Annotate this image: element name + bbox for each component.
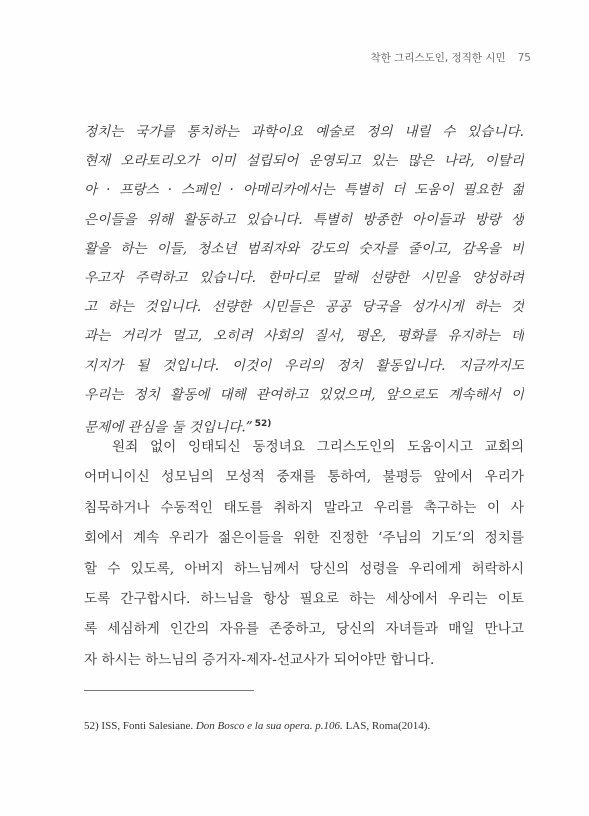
quote-line: 과는 거리가 멀고, 오히려 사회의 질서, 평온, 평화를 유지하는 데: [84, 328, 524, 345]
quote-line: 아 · 프랑스 · 스페인 · 아메리카에서는 특별히 더 도움이 필요한 젊: [84, 182, 524, 199]
body-line: 록 세심하게 인간의 자유를 존중하고, 당신의 자녀들과 매일 만나고: [84, 621, 524, 638]
body-line: 할 수 있도록, 아버지 하느님께서 당신의 성령을 우리에게 허락하시: [84, 560, 524, 577]
quote-line: 우고자 주력하고 있습니다. 한마디로 말해 선량한 시민을 양성하려: [84, 270, 524, 287]
body-line: 원죄 없이 잉태되신 동정녀요 그리스도인의 도움이시고 교회의: [112, 439, 524, 455]
running-head: [371, 50, 531, 65]
body-line: 자 하시는 하느님의 증거자-제자-선교사가 되어야만 합니다.: [84, 651, 435, 668]
footnote-title: Don Bosco e la sua opera. p.106.: [195, 720, 343, 732]
footnote-number: 52): [84, 720, 99, 732]
quote-line: 현재 오라토리오가 이미 설립되어 운영되고 있는 많은 나라, 이탈리: [84, 153, 524, 170]
quote-line: 활을 하는 이들, 청소년 범죄자와 강도의 숫자를 줄이고, 감옥을 비: [84, 240, 524, 257]
quote-line: 지지가 될 것입니다. 이것이 우리의 정치 활동입니다. 지금까지도: [84, 357, 524, 374]
quote-line: 우리는 정치 활동에 대해 관여하고 있었으며, 앞으로도 계속해서 이: [84, 386, 524, 403]
quote-line: 정치는 국가를 통치하는 과학이요 예술로 정의 내릴 수 있습니다.: [84, 124, 524, 140]
body-line: 회에서 계속 우리가 젊은이들을 위한 진정한 ‘주님의 기도’의 정치를: [84, 530, 524, 547]
body-line: 도록 간구합시다. 하느님을 항상 필요로 하는 세상에서 우리는 이토: [84, 591, 524, 608]
quotation-block: [84, 118, 524, 443]
quote-line: 고 하는 것입니다. 선량한 시민들은 공공 당국을 성가시게 하는 것: [84, 299, 524, 316]
page-number: 75: [517, 52, 531, 64]
footnote-reference[interactable]: 52): [254, 419, 272, 430]
body-paragraph: [84, 432, 524, 675]
footnote-separator: [84, 690, 254, 691]
footnote-source: ISS, Fonti Salesiane.: [101, 720, 194, 732]
quote-line: 은이들을 위해 활동하고 있습니다. 특별히 방종한 아이들과 방랑 생: [84, 211, 524, 228]
body-line: 어머니이신 성모님의 모성적 중재를 통하여, 불평등 앞에서 우리가: [84, 469, 524, 486]
footnote: [84, 720, 524, 732]
quote-line-text: 문제에 관심을 둘 것입니다.”: [84, 419, 253, 436]
body-line: 침묵하거나 수동적인 태도를 취하지 말라고 우리를 촉구하는 이 사: [84, 499, 524, 516]
footnote-publisher: LAS, Roma(2014).: [345, 720, 431, 732]
running-title: 착한 그리스도인, 정직한 시민: [370, 52, 506, 64]
